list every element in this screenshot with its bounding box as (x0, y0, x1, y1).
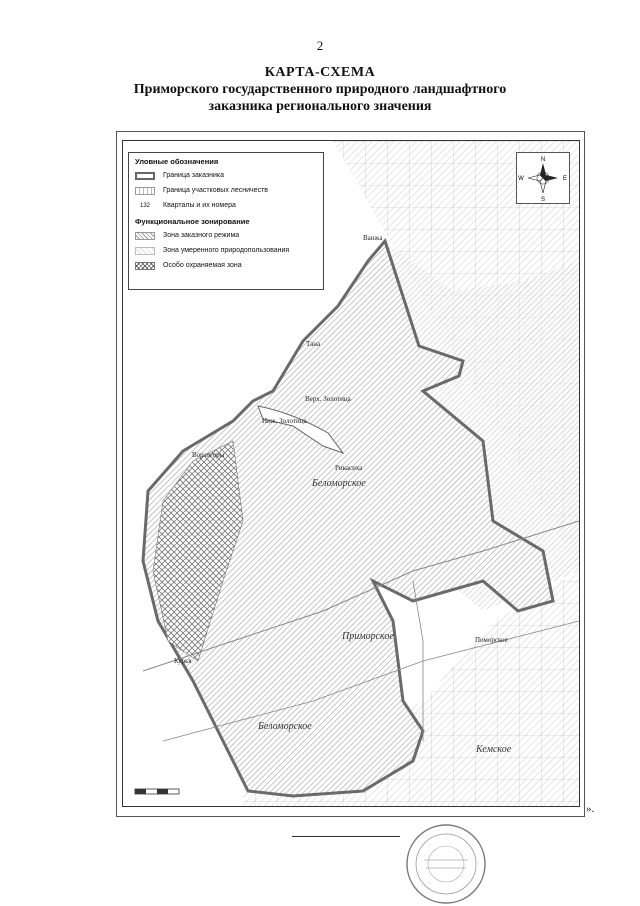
page-number: 2 (316, 38, 324, 53)
label-vanzha: Ванжа (363, 234, 383, 242)
compass-e: E (562, 176, 568, 182)
label-nizh-zolotitsa: Ниж. Золотица (262, 417, 307, 425)
label-vorzogory: Ворзогоры (192, 451, 225, 459)
label-tana: Тана (306, 340, 321, 348)
legend-swatch-quarters: 132 (139, 202, 150, 209)
title-line-3: заказника регионального значения (208, 99, 432, 114)
document-title (0, 64, 640, 115)
legend-row-umer (129, 243, 323, 258)
legend-row-boundary (129, 168, 323, 183)
legend-swatch-zak (135, 232, 155, 240)
label-kemskoe: Кемское (476, 744, 512, 755)
official-stamp-icon (404, 822, 488, 906)
title-line-2: Приморского государственного природного ландшафтного (133, 82, 507, 97)
title-line-1: КАРТА-СХЕМА (264, 65, 376, 80)
legend-label-osob: Особо охраняемая зона (163, 262, 242, 269)
legend-label-forest-border: Граница участковых лесничеств (163, 187, 268, 194)
label-pomorskoe: Поморское (475, 636, 508, 644)
compass-w: W (518, 176, 524, 182)
label-verkh-zolotitsa: Верх. Золотица (305, 395, 351, 403)
legend-header-main: Уловные обозначения (135, 157, 219, 166)
label-primorskoe: Приморское (342, 631, 394, 642)
compass-n: N (540, 157, 546, 163)
legend-row-forest-border (129, 183, 323, 198)
legend-swatch-umer (135, 247, 155, 255)
legend-row-zak (129, 228, 323, 243)
legend-label-quarters: Кварталы и их номера (163, 202, 236, 209)
legend-header-zones: Функциональное зонирование (135, 217, 250, 226)
legend-row-quarters (129, 198, 323, 213)
map-legend (128, 152, 324, 290)
compass-rose-icon (516, 152, 570, 204)
label-belomorskoe-2: Беломорское (258, 721, 312, 732)
legend-swatch-boundary (135, 172, 155, 180)
label-kurya: Курья (174, 657, 192, 665)
label-belomorskoe-1: Беломорское (312, 478, 366, 489)
legend-label-zak: Зона заказного режима (163, 232, 240, 239)
label-rikasikha: Рикасиха (335, 464, 363, 472)
compass-s: S (540, 197, 546, 203)
legend-row-osob (129, 258, 323, 273)
legend-swatch-osob (135, 262, 155, 270)
legend-label-umer: Зона умеренного природопользования (163, 247, 290, 254)
legend-swatch-forest-border (135, 187, 155, 195)
closing-quote: ». (586, 803, 595, 815)
legend-label-boundary: Граница заказника (163, 172, 225, 179)
signature-line (292, 836, 400, 837)
